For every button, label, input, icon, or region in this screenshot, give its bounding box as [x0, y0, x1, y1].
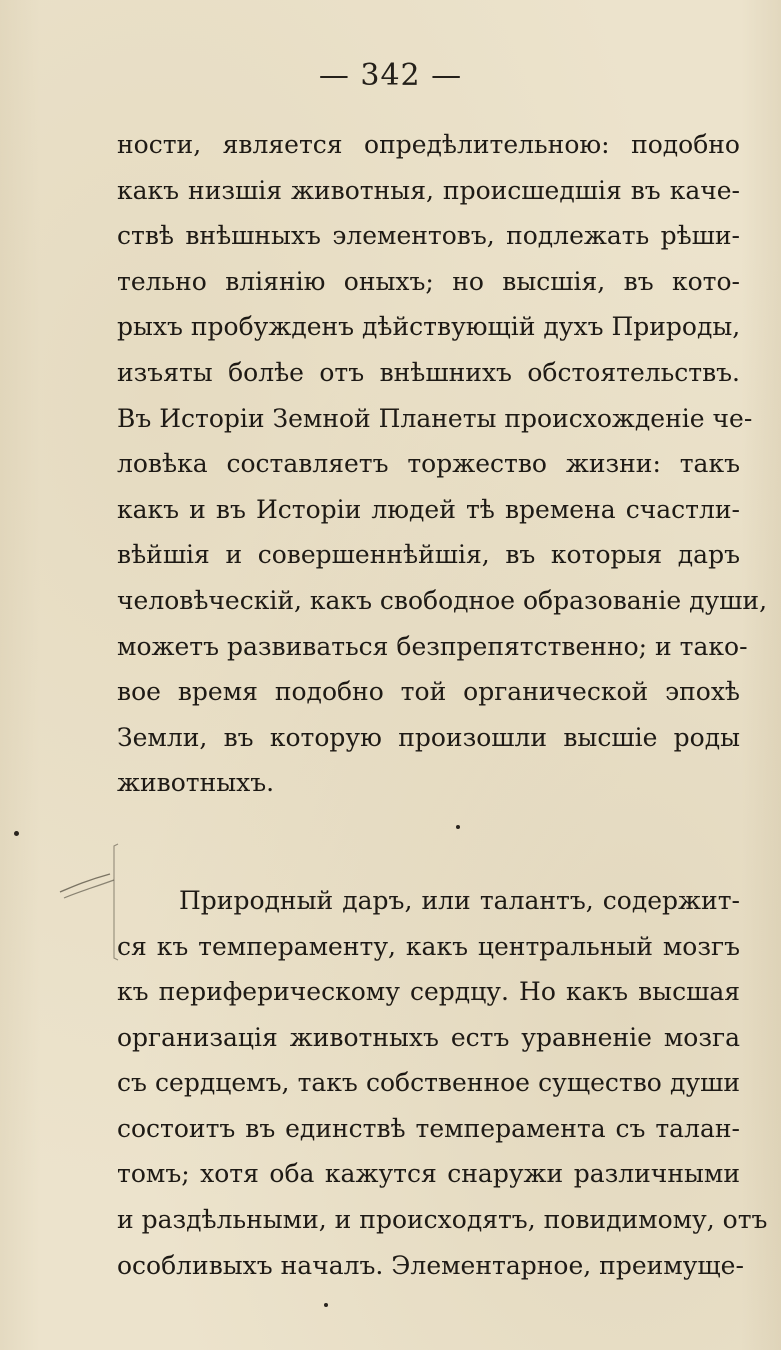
- text-line: особливыхъ началъ. Элементарное, преимуще-: [117, 1250, 744, 1280]
- text-line: съ сердцемъ, такъ собственное существо души: [117, 1068, 740, 1098]
- text-line: вое время подобно той органической эпохѣ: [117, 677, 740, 707]
- text-line: Земли, въ которую произошли высшіе роды: [117, 722, 740, 752]
- ink-speck: [324, 1303, 328, 1307]
- text-line: вѣйшія и совершеннѣйшія, въ которыя даръ: [117, 540, 740, 570]
- text-line: тельно влiянiю оныхъ; но высшія, въ кото-: [117, 266, 740, 296]
- paragraph-1: [117, 122, 768, 806]
- text-line: человѣческій, какъ свободное образованіе души,: [117, 585, 768, 615]
- ink-speck: [14, 831, 19, 836]
- text-line: ся къ темпераменту, какъ центральный мозгъ: [117, 931, 740, 961]
- text-line: состоитъ въ единствѣ темперамента съ талан-: [117, 1113, 740, 1143]
- text-line: ности, является опредѣлительною: подобно: [117, 130, 740, 159]
- text-line: рыхъ пробужденъ дѣйствующій духъ Природы,: [117, 312, 741, 342]
- paragraph-2: [117, 878, 768, 1288]
- text-line: томъ; хотя оба кажутся снаружи различными: [117, 1159, 740, 1189]
- text-line: и раздѣльными, и происходятъ, повидимому, отъ: [117, 1205, 768, 1235]
- text-line: къ периферическому сердцу. Но какъ высшая: [117, 977, 740, 1007]
- body-text: [117, 122, 768, 1288]
- text-line: животныхъ.: [117, 768, 275, 798]
- text-line: ствѣ внѣшныхъ элементовъ, подлежать рѣши-: [117, 221, 740, 251]
- text-line: организація животныхъ естъ уравненіе мозга: [117, 1022, 740, 1052]
- text-line: какъ низшія животныя, происшедшія въ каче-: [117, 175, 740, 205]
- text-line: изъяты болѣе отъ внѣшнихъ обстоятельствъ.: [117, 357, 740, 387]
- text-line: можетъ развиваться безпрепятственно; и тако-: [117, 631, 748, 661]
- ink-speck: [456, 825, 460, 829]
- text-line: какъ и въ Исторiи людей тѣ времена счастли-: [117, 494, 740, 524]
- paragraph-gap: [117, 806, 740, 878]
- page-number: — 342 —: [318, 58, 463, 93]
- text-line: Въ Исторiи Земной Планеты происхожденіе че-: [117, 403, 753, 433]
- text-line: Природный даръ, или талантъ, содержит-: [179, 885, 740, 915]
- text-line: ловѣка составляетъ торжество жизни: такъ: [117, 449, 740, 479]
- margin-bracket-icon: [108, 842, 122, 962]
